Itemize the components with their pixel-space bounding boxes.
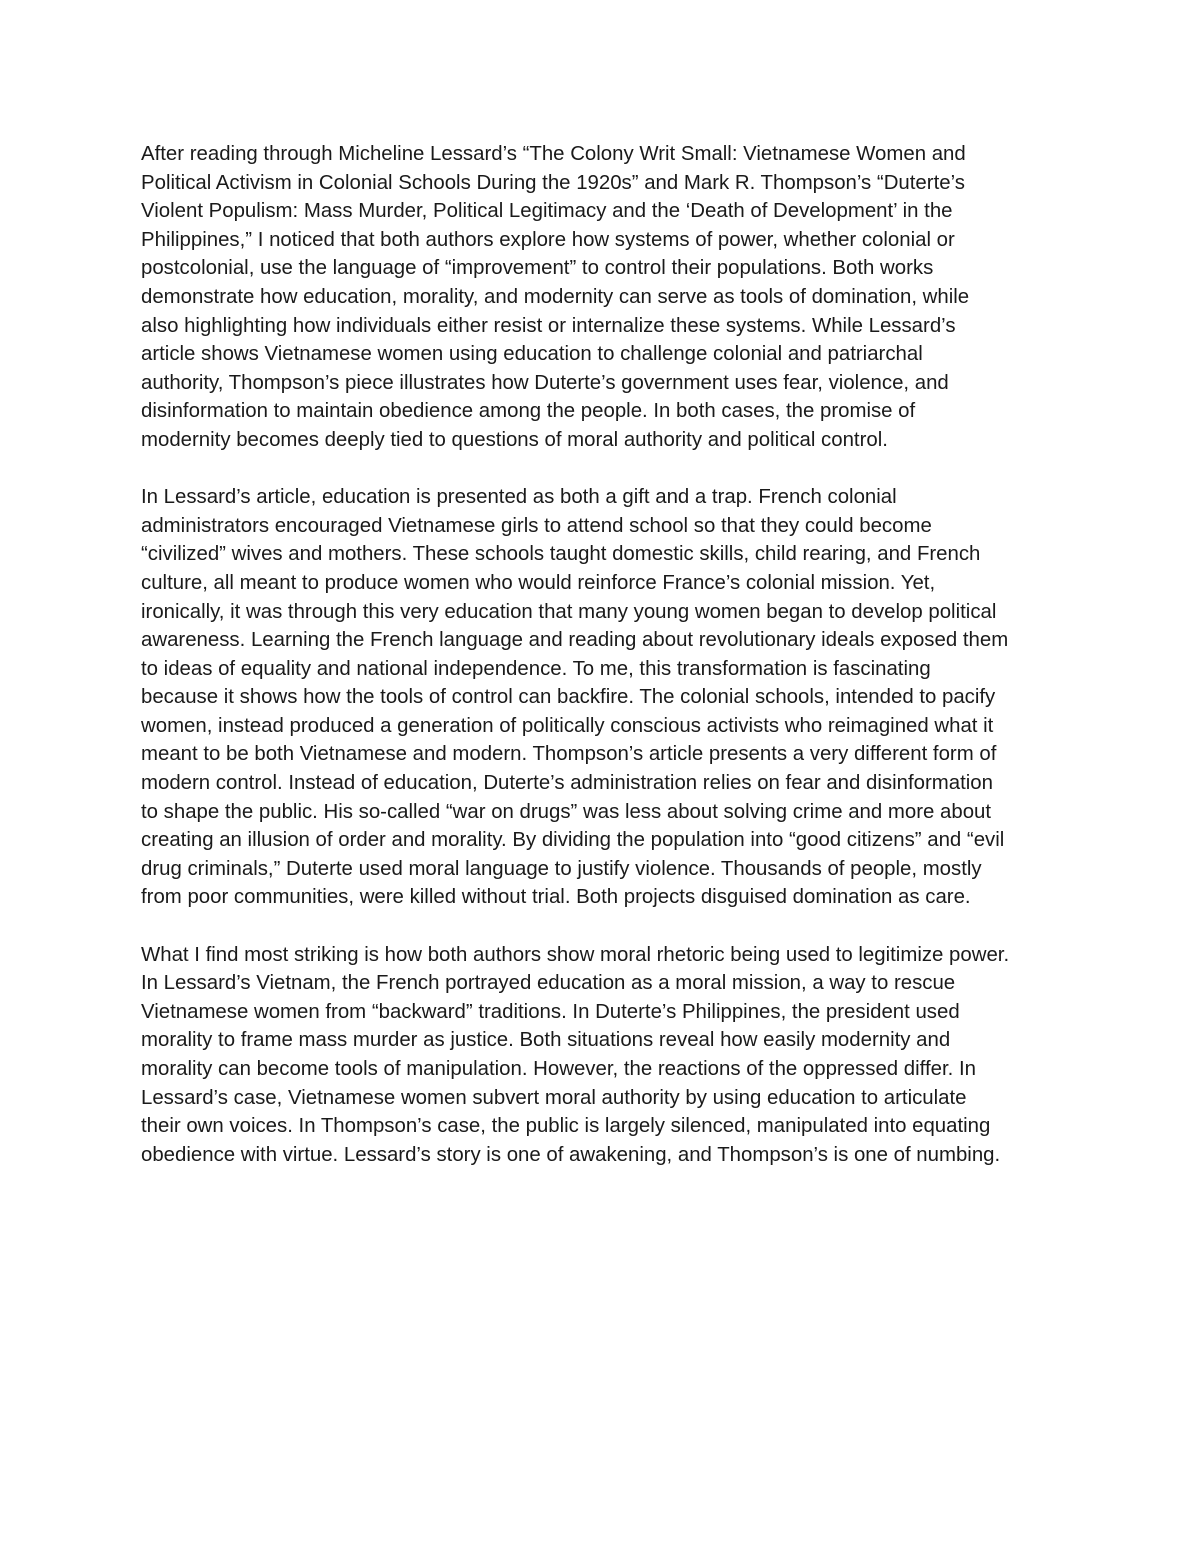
text-line: Philippines,” I noticed that both authors explore how systems of power, whether colonial or xyxy=(141,228,955,251)
text-line: to shape the public. His so-called “war on drugs” was less about solving crime and more about xyxy=(141,800,992,823)
text-line: postcolonial, use the language of “improvement” to control their populations. Both works xyxy=(141,257,934,280)
text-line: culture, all meant to produce women who would reinforce France’s colonial mission. Yet, xyxy=(141,571,936,594)
text-line: In Lessard’s article, education is presented as both a gift and a trap. French colonial xyxy=(141,486,897,509)
text-line: obedience with virtue. Lessard’s story is one of awakening, and Thompson’s is one of numbing. xyxy=(141,1143,1001,1166)
text-line: disinformation to maintain obedience among the people. In both cases, the promise of xyxy=(141,400,916,423)
text-line: ironically, it was through this very education that many young women began to develop political xyxy=(141,600,997,623)
paragraph-2 xyxy=(141,483,1071,912)
text-line: meant to be both Vietnamese and modern. Thompson’s article presents a very different form of xyxy=(141,743,997,766)
text-line: What I find most striking is how both authors show moral rhetoric being used to legitimize power. xyxy=(141,943,1010,966)
text-line: because it shows how the tools of control can backfire. The colonial schools, intended to pacify xyxy=(141,686,996,709)
document-body xyxy=(141,140,1071,1198)
text-line: women, instead produced a generation of politically conscious activists who reimagined what it xyxy=(141,714,994,737)
text-line: Violent Populism: Mass Murder, Political Legitimacy and the ‘Death of Development’ in the xyxy=(141,200,953,223)
text-line: In Lessard’s Vietnam, the French portrayed education as a moral mission, a way to rescue xyxy=(141,972,956,995)
text-line: modern control. Instead of education, Duterte’s administration relies on fear and disinformation xyxy=(141,772,993,795)
text-line: modernity becomes deeply tied to questions of moral authority and political control. xyxy=(141,428,888,451)
text-line: creating an illusion of order and morality. By dividing the population into “good citizens” and “evil xyxy=(141,829,1005,852)
text-line: Vietnamese women from “backward” traditions. In Duterte’s Philippines, the president used xyxy=(141,1000,960,1023)
text-line: Lessard’s case, Vietnamese women subvert moral authority by using education to articulate xyxy=(141,1086,967,1109)
text-line: authority, Thompson’s piece illustrates how Duterte’s government uses fear, violence, and xyxy=(141,371,949,394)
text-line: morality to frame mass murder as justice. Both situations reveal how easily modernity and xyxy=(141,1029,951,1052)
text-line: After reading through Micheline Lessard’s “The Colony Writ Small: Vietnamese Women and xyxy=(141,143,966,165)
text-line: their own voices. In Thompson’s case, the public is largely silenced, manipulated into equating xyxy=(141,1115,991,1138)
text-line: article shows Vietnamese women using education to challenge colonial and patriarchal xyxy=(141,343,923,366)
text-line: administrators encouraged Vietnamese girls to attend school so that they could become xyxy=(141,514,932,537)
paragraph-1 xyxy=(141,140,1071,455)
text-line: awareness. Learning the French language and reading about revolutionary ideals exposed them xyxy=(141,629,1009,652)
text-line: Political Activism in Colonial Schools During the 1920s” and Mark R. Thompson’s “Duterte’s xyxy=(141,171,965,194)
text-line: “civilized” wives and mothers. These schools taught domestic skills, child rearing, and French xyxy=(141,543,981,566)
text-line: morality can become tools of manipulation. However, the reactions of the oppressed differ. In xyxy=(141,1058,976,1080)
text-line: drug criminals,” Duterte used moral language to justify violence. Thousands of people, mostly xyxy=(141,857,982,880)
text-line: also highlighting how individuals either resist or internalize these systems. While Lessard’s xyxy=(141,314,956,337)
paragraph-3 xyxy=(141,941,1071,1170)
text-line: demonstrate how education, morality, and modernity can serve as tools of domination, while xyxy=(141,285,970,308)
text-line: to ideas of equality and national independence. To me, this transformation is fascinating xyxy=(141,657,931,680)
text-line: from poor communities, were killed without trial. Both projects disguised domination as care. xyxy=(141,886,971,909)
